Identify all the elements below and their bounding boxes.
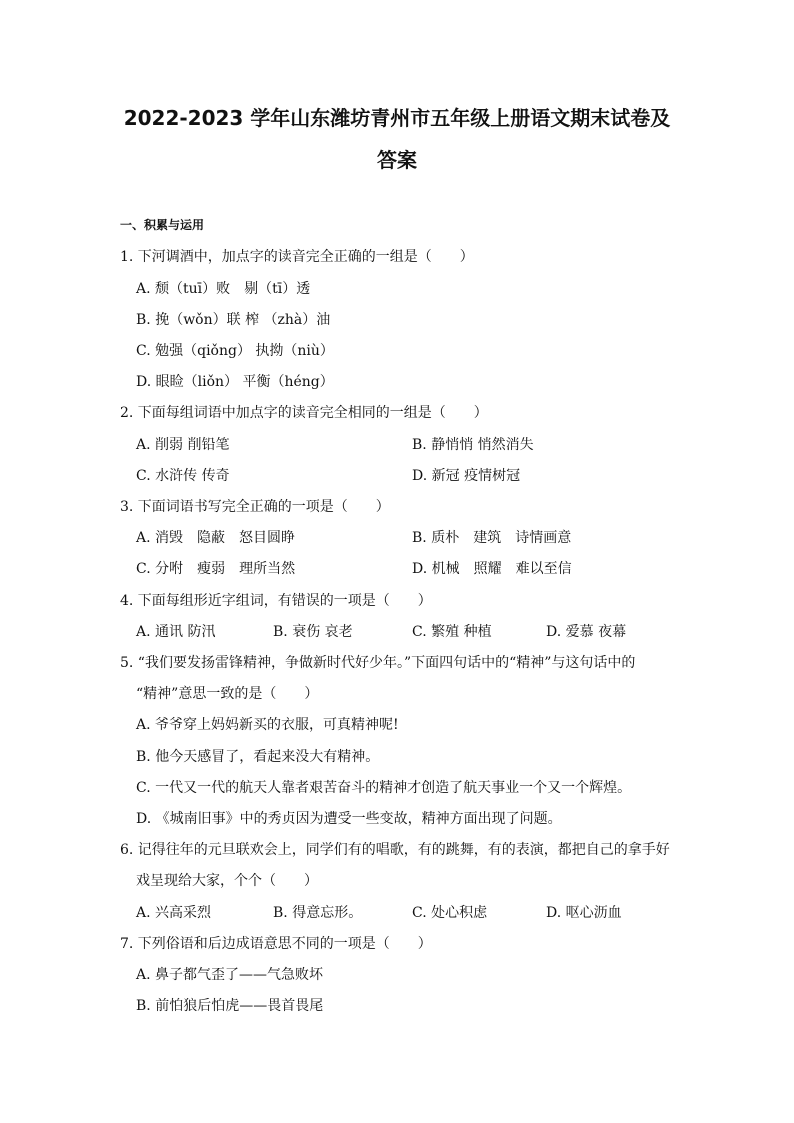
- question-6-stem-continued: 戏呈现给大家，个个（ ）: [136, 873, 318, 889]
- question-1-option-a: A. 颓（tuī）败 剔（tī）透: [136, 281, 311, 297]
- document-title-line2: 答案: [377, 148, 417, 172]
- question-6-option-d: D. 呕心沥血: [546, 905, 622, 921]
- question-2-option-d: D. 新冠 疫情树冠: [412, 468, 521, 484]
- document-title-line1: 2022-2023 学年山东潍坊青州市五年级上册语文期末试卷及: [123, 106, 671, 130]
- question-5-option-c: C. 一代又一代的航天人靠者艰苦奋斗的精神才创造了航天事业一个又一个辉煌。: [136, 780, 632, 796]
- question-5-stem-continued: “精神”意思一致的是（ ）: [136, 686, 319, 702]
- question-7-option-b: B. 前怕狼后怕虎——畏首畏尾: [136, 998, 324, 1014]
- question-1-option-c: C. 勉强（qiǒng） 执拗（niù）: [136, 343, 334, 359]
- question-3-option-d: D. 机械 照耀 难以至信: [412, 561, 572, 577]
- question-4-option-c: C. 繁殖 种植: [412, 624, 492, 640]
- question-1-stem: 1. 下河调酒中，加点字的读音完全正确的一组是（ ）: [120, 249, 474, 265]
- question-5-option-d: D. 《城南旧事》中的秀贞因为遭受一些变故，精神方面出现了问题。: [136, 811, 562, 827]
- section-heading: 一、积累与运用: [120, 218, 205, 232]
- question-6-option-b: B. 得意忘形。: [273, 905, 363, 921]
- question-3-option-a: A. 消毁 隐蔽 怒目圆睁: [136, 530, 296, 546]
- question-4-option-a: A. 通讯 防汛: [136, 624, 216, 640]
- question-2-option-a: A. 削弱 削铅笔: [136, 437, 230, 453]
- question-1-option-d: D. 眼睑（liǒn） 平衡（héng）: [136, 374, 334, 390]
- question-7-stem: 7. 下列俗语和后边成语意思不同的一项是（ ）: [120, 936, 432, 952]
- question-6-option-c: C. 处心积虑: [412, 905, 488, 921]
- question-3-option-c: C. 分咐 瘦弱 理所当然: [136, 561, 296, 577]
- question-5-option-b: B. 他今天感冒了，看起来没大有精神。: [136, 749, 380, 765]
- question-2-option-c: C. 水浒传 传奇: [136, 468, 230, 484]
- question-4-option-b: B. 衰伤 哀老: [273, 624, 353, 640]
- question-6-option-a: A. 兴高采烈: [136, 905, 212, 921]
- question-5-stem: 5. “我们要发扬雷锋精神，争做新时代好少年。”下面四句话中的“精神”与这句话中的: [120, 655, 636, 671]
- question-2-option-b: B. 静悄悄 悄然消失: [412, 437, 534, 453]
- question-4-stem: 4. 下面每组形近字组词，有错误的一项是（ ）: [120, 593, 432, 609]
- question-3-stem: 3. 下面词语书写完全正确的一项是（ ）: [120, 499, 390, 515]
- question-1-option-b: B. 挽（wǒn）联 榨 （zhà）油: [136, 312, 331, 328]
- question-3-option-b: B. 质朴 建筑 诗情画意: [412, 530, 572, 546]
- question-4-option-d: D. 爱慕 夜幕: [546, 624, 627, 640]
- question-6-stem: 6. 记得往年的元旦联欢会上，同学们有的唱歌，有的跳舞，有的表演，都把自己的拿手好: [120, 842, 670, 858]
- question-5-option-a: A. 爷爷穿上妈妈新买的衣服，可真精神呢!: [136, 717, 399, 733]
- question-2-stem: 2. 下面每组词语中加点字的读音完全相同的一组是（ ）: [120, 405, 488, 421]
- question-7-option-a: A. 鼻子都气歪了——气急败坏: [136, 967, 324, 983]
